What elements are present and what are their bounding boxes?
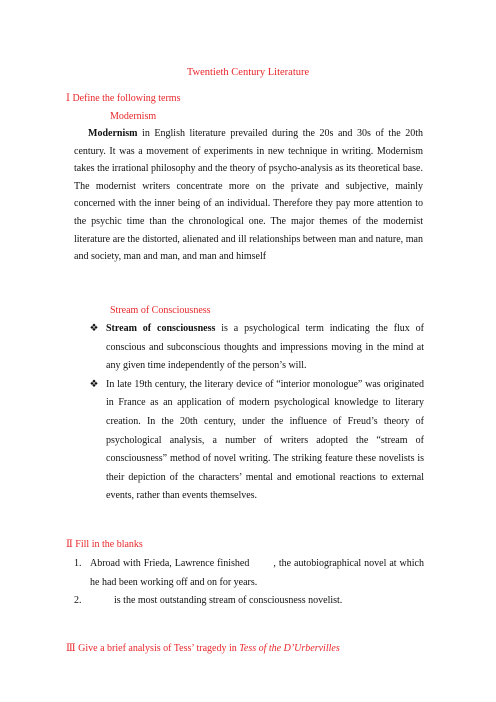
document-title: Twentieth Century Literature: [186, 67, 310, 78]
section-2-heading: Ⅱ Fill in the blanks: [66, 539, 143, 550]
section-1-heading: Ⅰ Define the following terms: [66, 93, 181, 104]
section-3-heading: [66, 643, 340, 654]
fill-blanks-list: [74, 555, 424, 611]
stream-term: Stream of consciousness: [106, 323, 216, 334]
modernism-term: Modernism: [88, 128, 138, 139]
modernism-text: in English literature prevailed during the 20s and 30s of the 20th century. It was a movement of experiments in new technique in writing. Modernism takes the irrational philosophy and the theory of psycho-analysis as its theoretical base. The modernist writers concentrate more on the private and subjective, mainly concerned with the inner being of an individual. Therefore they pay more attention to the psychic time than the chronological one. The major themes of the modernist literature are the distorted, alienated and ill relationships between man and nature, man and society, man and man, and man and himself: [74, 128, 423, 263]
list-item: [74, 555, 424, 592]
item-number: 1.: [74, 558, 82, 569]
list-item: [74, 592, 424, 611]
diamond-bullet-icon: ❖: [89, 323, 99, 334]
blank-text-before: Abroad with Frieda, Lawrence finished: [90, 558, 250, 569]
stream-definition-text: is a psychological term indicating the flux of conscious and subconscious thoughts and impressions moving in the mind at any given time independently of the person’s will.: [106, 323, 425, 372]
stream-history-text: In late 19th century, the literary device of “interior monologue” was originated in France as an application of modern psychological knowledge to literary creation. In the 20th century, under the influence of Freud’s theory of psychological analysis, a number of writers adopted the “stream of consciousness” method of novel writing. The striking feature these novelists is their depiction of the characters’ mental and emotional reactions to external events, rather than events themselves.: [106, 378, 424, 502]
list-item: [88, 376, 424, 506]
novel-title: Tess of the D’Urbervilles: [239, 643, 340, 654]
blank-text-after: , the autobiographical novel at which he had been working off and on for years.: [90, 558, 424, 588]
blank-text-after: is the most outstanding stream of consciousness novelist.: [114, 595, 343, 606]
modernism-heading: Modernism: [110, 111, 157, 122]
section-3-heading-text: Ⅲ Give a brief analysis of Tess’ tragedy in: [66, 643, 240, 654]
diamond-bullet-icon: ❖: [89, 378, 99, 390]
list-item: [88, 320, 424, 376]
stream-heading: Stream of Consciousness: [110, 305, 211, 316]
item-number: 2.: [74, 595, 82, 606]
modernism-definition: [74, 125, 423, 266]
stream-bullet-list: [88, 320, 424, 506]
